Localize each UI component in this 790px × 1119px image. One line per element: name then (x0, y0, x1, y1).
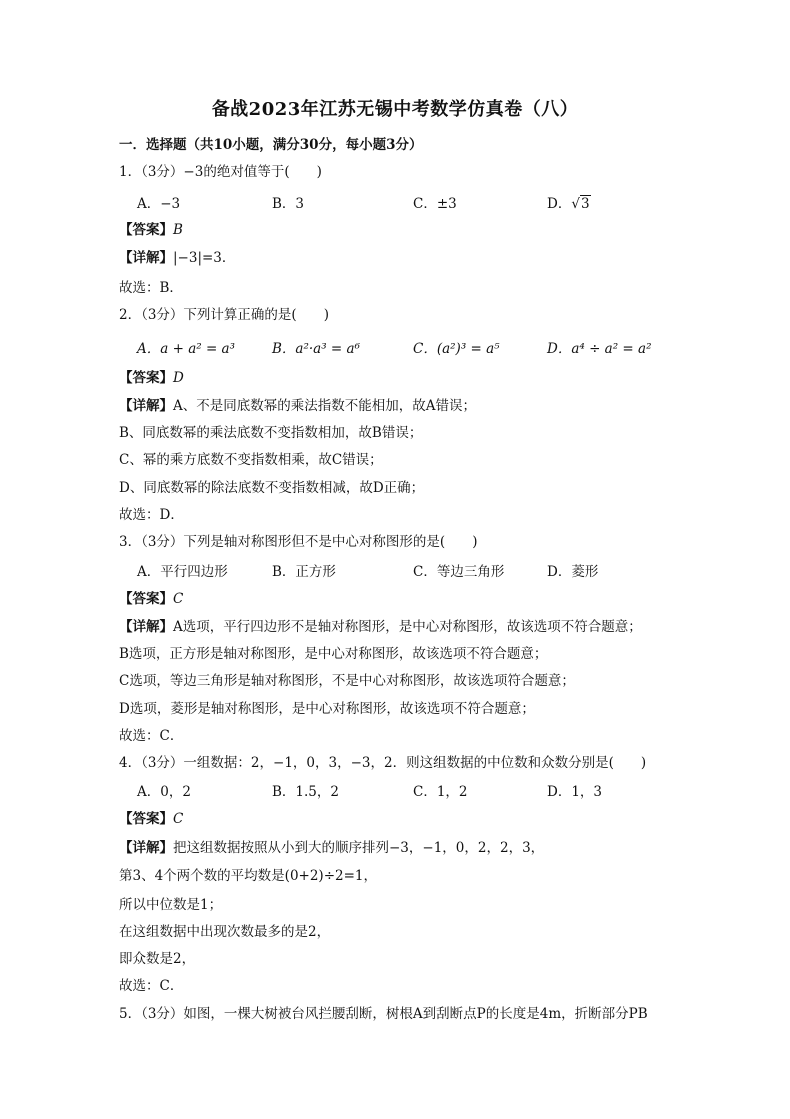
q1-option-a: A．−3 (137, 196, 181, 212)
q2-conclusion: 故选：D． (119, 507, 184, 523)
q3-detail-line: A选项，平行四边形不是轴对称图形，是中心对称图形，故该选项不符合题意； (173, 619, 642, 635)
detail-label: 【详解】 (119, 250, 173, 266)
q4-conclusion: 故选：C． (119, 978, 184, 994)
q1-option-d: D．√3 (547, 196, 590, 212)
q3-detail-line: B选项，正方形是轴对称图形，是中心对称图形，故该选项不符合题意； (119, 646, 548, 662)
q3-answer (119, 590, 183, 608)
q1-option-c: C．±3 (413, 196, 457, 212)
q3-detail (119, 618, 642, 636)
q4-answer-value: C (173, 811, 184, 827)
q2-detail-line: B、同底数幂的乘法底数不变指数相加，故B错误； (119, 425, 423, 441)
detail-label: 【详解】 (119, 840, 173, 856)
q3-option-a: A．平行四边形 (137, 564, 228, 580)
q2-answer (119, 369, 184, 387)
q1-answer (119, 221, 183, 239)
answer-label: 【答案】 (119, 370, 173, 386)
q3-conclusion: 故选：C． (119, 728, 184, 744)
q2-detail-line: C、幂的乘方底数不变指数相乘，故C错误； (119, 452, 383, 468)
q4-option-d: D．1，3 (547, 784, 603, 800)
q2-stem: 2．（3分）下列计算正确的是( ) (119, 307, 329, 323)
q2-option-d: D．a⁴ ÷ a² = a² (547, 341, 652, 357)
q4-detail-line: 在这组数据中出现次数最多的是2， (119, 924, 331, 940)
q5-stem: 5．（3分）如图，一棵大树被台风拦腰刮断，树根A到刮断点P的长度是4m，折断部分PB (119, 1006, 648, 1022)
q3-option-c: C．等边三角形 (413, 564, 505, 580)
q2-option-c: C．(a²)³ = a⁵ (413, 341, 500, 357)
q4-detail-line: 第3、4个两个数的平均数是(0+2)÷2=1， (119, 868, 378, 884)
q2-detail-line: A、不是同底数幂的乘法指数不能相加，故A错误； (173, 398, 476, 414)
page-title: 备战2023年江苏无锡中考数学仿真卷（八） (211, 99, 579, 120)
q4-detail-line: 所以中位数是1； (119, 897, 223, 913)
q2-option-b: B．a²·a³ = a⁶ (272, 341, 360, 357)
q2-answer-value: D (173, 370, 184, 386)
q4-detail-line: 即众数是2， (119, 951, 196, 967)
q2-detail (119, 397, 476, 415)
q4-stem: 4．（3分）一组数据：2，−1，0，3，−3，2．则这组数据的中位数和众数分别是( ) (119, 755, 647, 771)
detail-label: 【详解】 (119, 619, 173, 635)
sqrt-symbol: √3 (571, 196, 590, 212)
q3-option-d: D．菱形 (547, 564, 599, 580)
q2-option-a: A．a + a² = a³ (137, 341, 236, 357)
q4-detail (119, 839, 544, 857)
q1-option-b: B．3 (272, 196, 305, 212)
answer-label: 【答案】 (119, 591, 173, 607)
q3-detail-line: C选项，等边三角形是轴对称图形，不是中心对称图形，故该选项符合题意； (119, 673, 575, 689)
q4-answer (119, 810, 183, 828)
q3-option-b: B．正方形 (272, 564, 336, 580)
answer-label: 【答案】 (119, 811, 173, 827)
section-heading: 一．选择题（共10小题，满分30分，每小题3分） (119, 137, 423, 153)
q3-answer-value: C (173, 591, 184, 607)
q4-detail-line: 把这组数据按照从小到大的顺序排列−3，−1，0，2，2，3， (173, 840, 545, 856)
q3-detail-line: D选项，菱形是轴对称图形，是中心对称图形，故该选项不符合题意； (119, 701, 535, 717)
q4-option-c: C．1，2 (413, 784, 468, 800)
q2-detail-line: D、同底数幂的除法底数不变指数相减，故D正确； (119, 480, 425, 496)
q1-stem: 1．（3分）−3的绝对值等于( ) (119, 164, 322, 180)
q1-detail (119, 249, 235, 267)
detail-label: 【详解】 (119, 398, 173, 414)
q3-stem: 3．（3分）下列是轴对称图形但不是中心对称图形的是( ) (119, 534, 478, 550)
q4-option-a: A．0，2 (137, 784, 191, 800)
answer-label: 【答案】 (119, 222, 173, 238)
q1-answer-value: B (173, 222, 183, 238)
q1-conclusion: 故选：B． (119, 280, 183, 296)
q4-option-b: B．1.5，2 (272, 784, 339, 800)
q1-detail-line: |−3|=3． (173, 250, 236, 266)
